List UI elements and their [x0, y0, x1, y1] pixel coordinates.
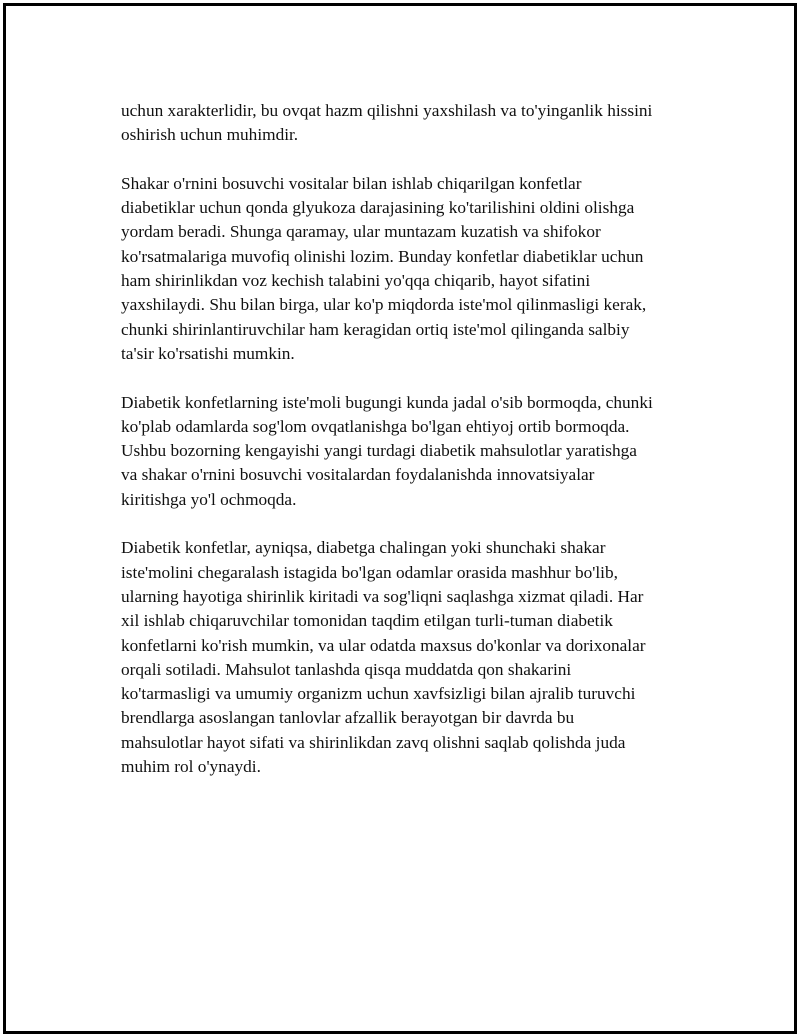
text-line: ko'tarmasligi va umumiy organizm uchun xavfsizligi bilan ajralib turuvchi — [121, 684, 636, 704]
paragraph-3 — [121, 391, 701, 512]
paragraph-4 — [121, 536, 701, 779]
text-line: ko'plab odamlarda sog'lom ovqatlanishga bo'lgan ehtiyoj ortib bormoqda. — [121, 416, 630, 436]
page-frame — [3, 3, 797, 1034]
text-line: yordam beradi. Shunga qaramay, ular muntazam kuzatish va shifokor — [121, 222, 601, 242]
text-line: Shakar o'rnini bosuvchi vositalar bilan ishlab chiqarilgan konfetlar — [121, 173, 582, 193]
text-line: yaxshilaydi. Shu bilan birga, ular ko'p miqdorda iste'mol qilinmasligi kerak, — [121, 295, 647, 315]
document-body — [121, 99, 701, 779]
text-line: ta'sir ko'rsatishi mumkin. — [121, 343, 295, 363]
text-line: brendlarga asoslangan tanlovlar afzallik berayotgan bir davrda bu — [121, 708, 575, 728]
text-line: Ushbu bozorning kengayishi yangi turdagi diabetik mahsulotlar yaratishga — [121, 441, 637, 461]
text-line: ko'rsatmalariga muvofiq olinishi lozim. Bunday konfetlar diabetiklar uchun — [121, 246, 644, 266]
text-line: ularning hayotiga shirinlik kiritadi va sog'liqni saqlashga xizmat qiladi. Har — [121, 586, 644, 606]
text-line: iste'molini chegaralash istagida bo'lgan odamlar orasida mashhur bo'lib, — [121, 562, 618, 582]
text-line: muhim rol o'ynaydi. — [121, 757, 261, 777]
text-line: uchun xarakterlidir, bu ovqat hazm qilishni yaxshilash va to'yinganlik hissini — [121, 101, 653, 120]
text-line: va shakar o'rnini bosuvchi vositalardan foydalanishda innovatsiyalar — [121, 465, 595, 485]
text-line: orqali sotiladi. Mahsulot tanlashda qisqa muddatda qon shakarini — [121, 659, 572, 679]
paragraph-2 — [121, 172, 701, 366]
text-line: kiritishga yo'l ochmoqda. — [121, 489, 297, 509]
text-line: mahsulotlar hayot sifati va shirinlikdan zavq olishni saqlab qolishda juda — [121, 732, 626, 752]
text-line: oshirish uchun muhimdir. — [121, 125, 299, 145]
text-line: chunki shirinlantiruvchilar ham keragidan ortiq iste'mol qilinganda salbiy — [121, 319, 630, 339]
text-line: diabetiklar uchun qonda glyukoza darajasining ko'tarilishini oldini olishga — [121, 198, 635, 218]
text-line: ham shirinlikdan voz kechish talabini yo'qqa chiqarib, hayot sifatini — [121, 271, 591, 291]
text-line: xil ishlab chiqaruvchilar tomonidan taqdim etilgan turli-tuman diabetik — [121, 611, 613, 631]
paragraph-1 — [121, 99, 701, 148]
text-line: Diabetik konfetlarning iste'moli bugungi kunda jadal o'sib bormoqda, chunki — [121, 392, 653, 412]
text-line: konfetlarni ko'rish mumkin, va ular odatda maxsus do'konlar va dorixonalar — [121, 635, 646, 655]
text-line: Diabetik konfetlar, ayniqsa, diabetga chalingan yoki shunchaki shakar — [121, 538, 606, 558]
